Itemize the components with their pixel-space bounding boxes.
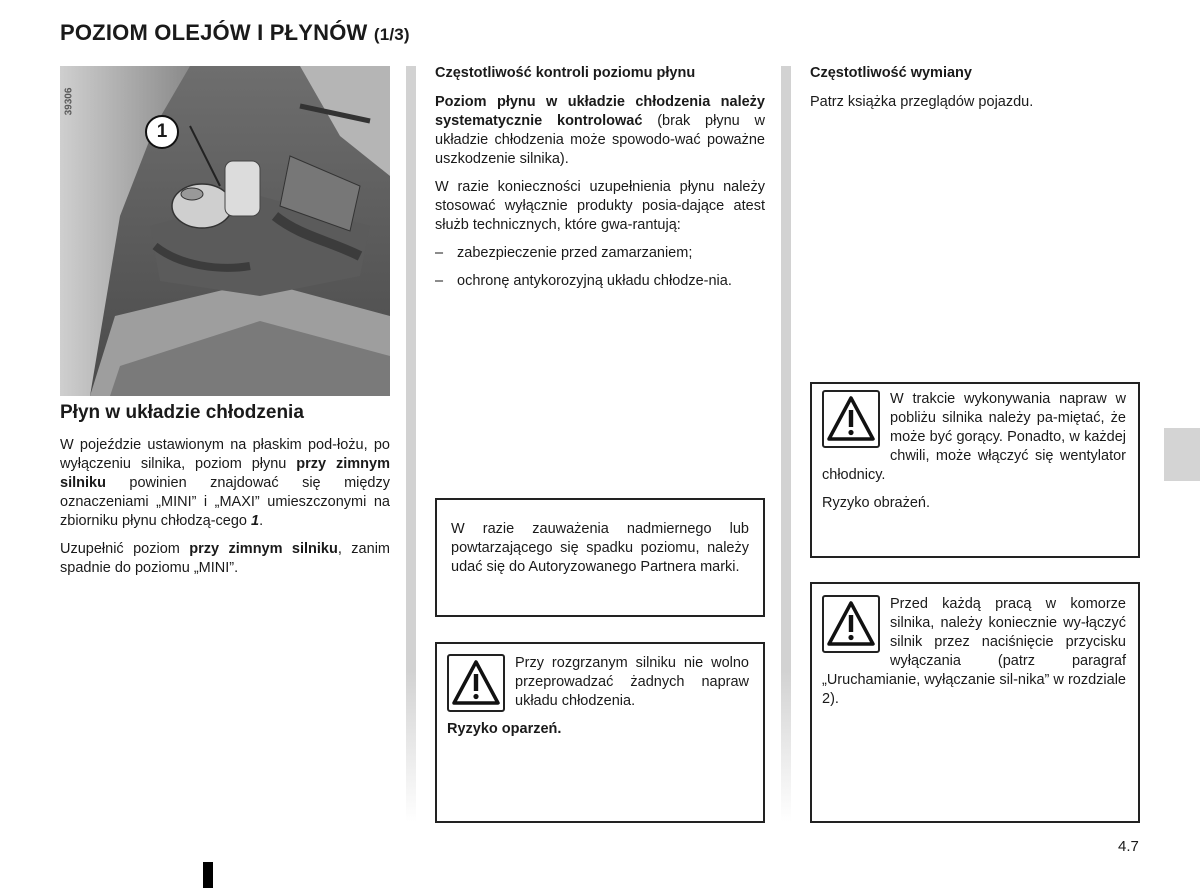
p2-bold: przy zimnym silniku <box>189 541 338 557</box>
chapter-side-tab <box>1164 428 1200 481</box>
warning-hot-engine-risk: Ryzyko oparzeń. <box>447 721 562 737</box>
coolant-paragraph-2 <box>60 540 390 578</box>
p2-text-b: , zanim spadnie do poziomu „MINI”. <box>60 541 390 576</box>
left-column-text <box>60 436 390 587</box>
p1-bold: przy zimnym silniku <box>60 456 390 491</box>
check-p1-bold: Poziom płynu w układzie chłodzenia należy systematycznie kontrolować <box>435 94 765 129</box>
photo-reference-code <box>63 72 75 132</box>
note-text: W razie zauważenia nadmiernego lub powtarzającego się spadku poziomu, należy udać się do Autoryzowanego Partnera marki. <box>451 521 749 575</box>
warning-hot-engine-text: Przy rozgrzanym silniku nie wolno przeprowadzać żadnych napraw układu chłodzenia. <box>515 655 749 709</box>
bullet-item <box>435 272 765 291</box>
replacement-paragraph: Patrz książka przeglądów pojazdu. <box>810 94 1034 110</box>
warning-triangle-icon <box>447 654 505 712</box>
bullet-text: ochronę antykorozyjną układu chłodze-nia. <box>457 273 732 289</box>
warning-box-hot-engine <box>435 642 765 823</box>
check-paragraph-1 <box>435 93 765 169</box>
check-p1-rest: (brak płynu w układzie chłodzenia może spowodo-wać poważne uszkodzenie silnika). <box>435 113 765 167</box>
warning-triangle-icon <box>822 390 880 448</box>
page-title-part: (1/3) <box>373 25 410 44</box>
right-column-text <box>810 64 1140 121</box>
coolant-paragraph-1: W pojeździe ustawionym na płaskim pod-łożu, po wyłączeniu silnika, poziom płynu przy zimnym silniku powinien znajdować się między oznaczeniami „MINI” i „MAXI” umieszczonymi na zbiorniku płynu chłodzą-cego 1. <box>60 437 390 529</box>
column-divider-left <box>406 66 416 822</box>
bullet-item <box>435 244 765 263</box>
engine-bay-photo <box>60 66 390 396</box>
warning-repair-risk: Ryzyko obrażeń. <box>822 495 930 511</box>
page-title-text: POZIOM OLEJÓW I PŁYNÓW <box>60 20 368 45</box>
bullet-text: zabezpieczenie przed zamarzaniem; <box>457 245 693 261</box>
page-number: 4.7 <box>1118 838 1139 855</box>
note-box <box>435 498 765 617</box>
engine-bay-illustration <box>60 66 390 396</box>
p1-text-b: powinien znajdować się między oznaczeniami „MINI” i „MAXI” umieszczonymi na zbiorniku płynu chłodzą-cego <box>60 475 390 529</box>
coolant-heading: Płyn w układzie chłodzenia <box>60 402 304 423</box>
warning-engine-off-text: Przed każdą pracą w komorze silnika, należy koniecznie wy-łączyć silnik przez naciśnięcie przycisku wyłączania (patrz paragraf „Uruchamianie, wyłączanie sil-nika” w rozdziale 2). <box>822 596 1126 707</box>
print-marker <box>203 862 213 888</box>
p1-text-a: W pojeździe ustawionym na płaskim pod-łożu, po wyłączeniu silnika, poziom płynu <box>60 437 390 472</box>
warning-repair-text: W trakcie wykonywania napraw w pobliżu silnika należy pa-miętać, że może być gorący. Ponadto, w każdej chwili, może włączyć się wentylator chłodnicy. <box>822 391 1126 483</box>
p1-reference: 1 <box>251 513 260 529</box>
bullet-dash: – <box>435 245 444 261</box>
p2-text-a: Uzupełnić poziom <box>60 541 180 557</box>
bullet-dash: – <box>435 273 444 289</box>
callout-marker-1: 1 <box>145 115 179 149</box>
replacement-frequency-heading: Częstotliwość wymiany <box>810 65 972 81</box>
check-paragraph-2: W razie konieczności uzupełnienia płynu należy stosować wyłącznie produkty posia-dające atest służb technicznych, które gwa-rantują: <box>435 179 765 233</box>
warning-box-engine-off <box>810 582 1140 823</box>
check-frequency-heading: Częstotliwość kontroli poziomu płynu <box>435 65 696 81</box>
warning-triangle-icon <box>822 595 880 653</box>
photo-code-text: 39306 <box>63 87 75 116</box>
middle-column-text <box>435 64 765 300</box>
column-divider-right <box>781 66 791 822</box>
warning-box-repair <box>810 382 1140 558</box>
page-title <box>60 20 410 46</box>
